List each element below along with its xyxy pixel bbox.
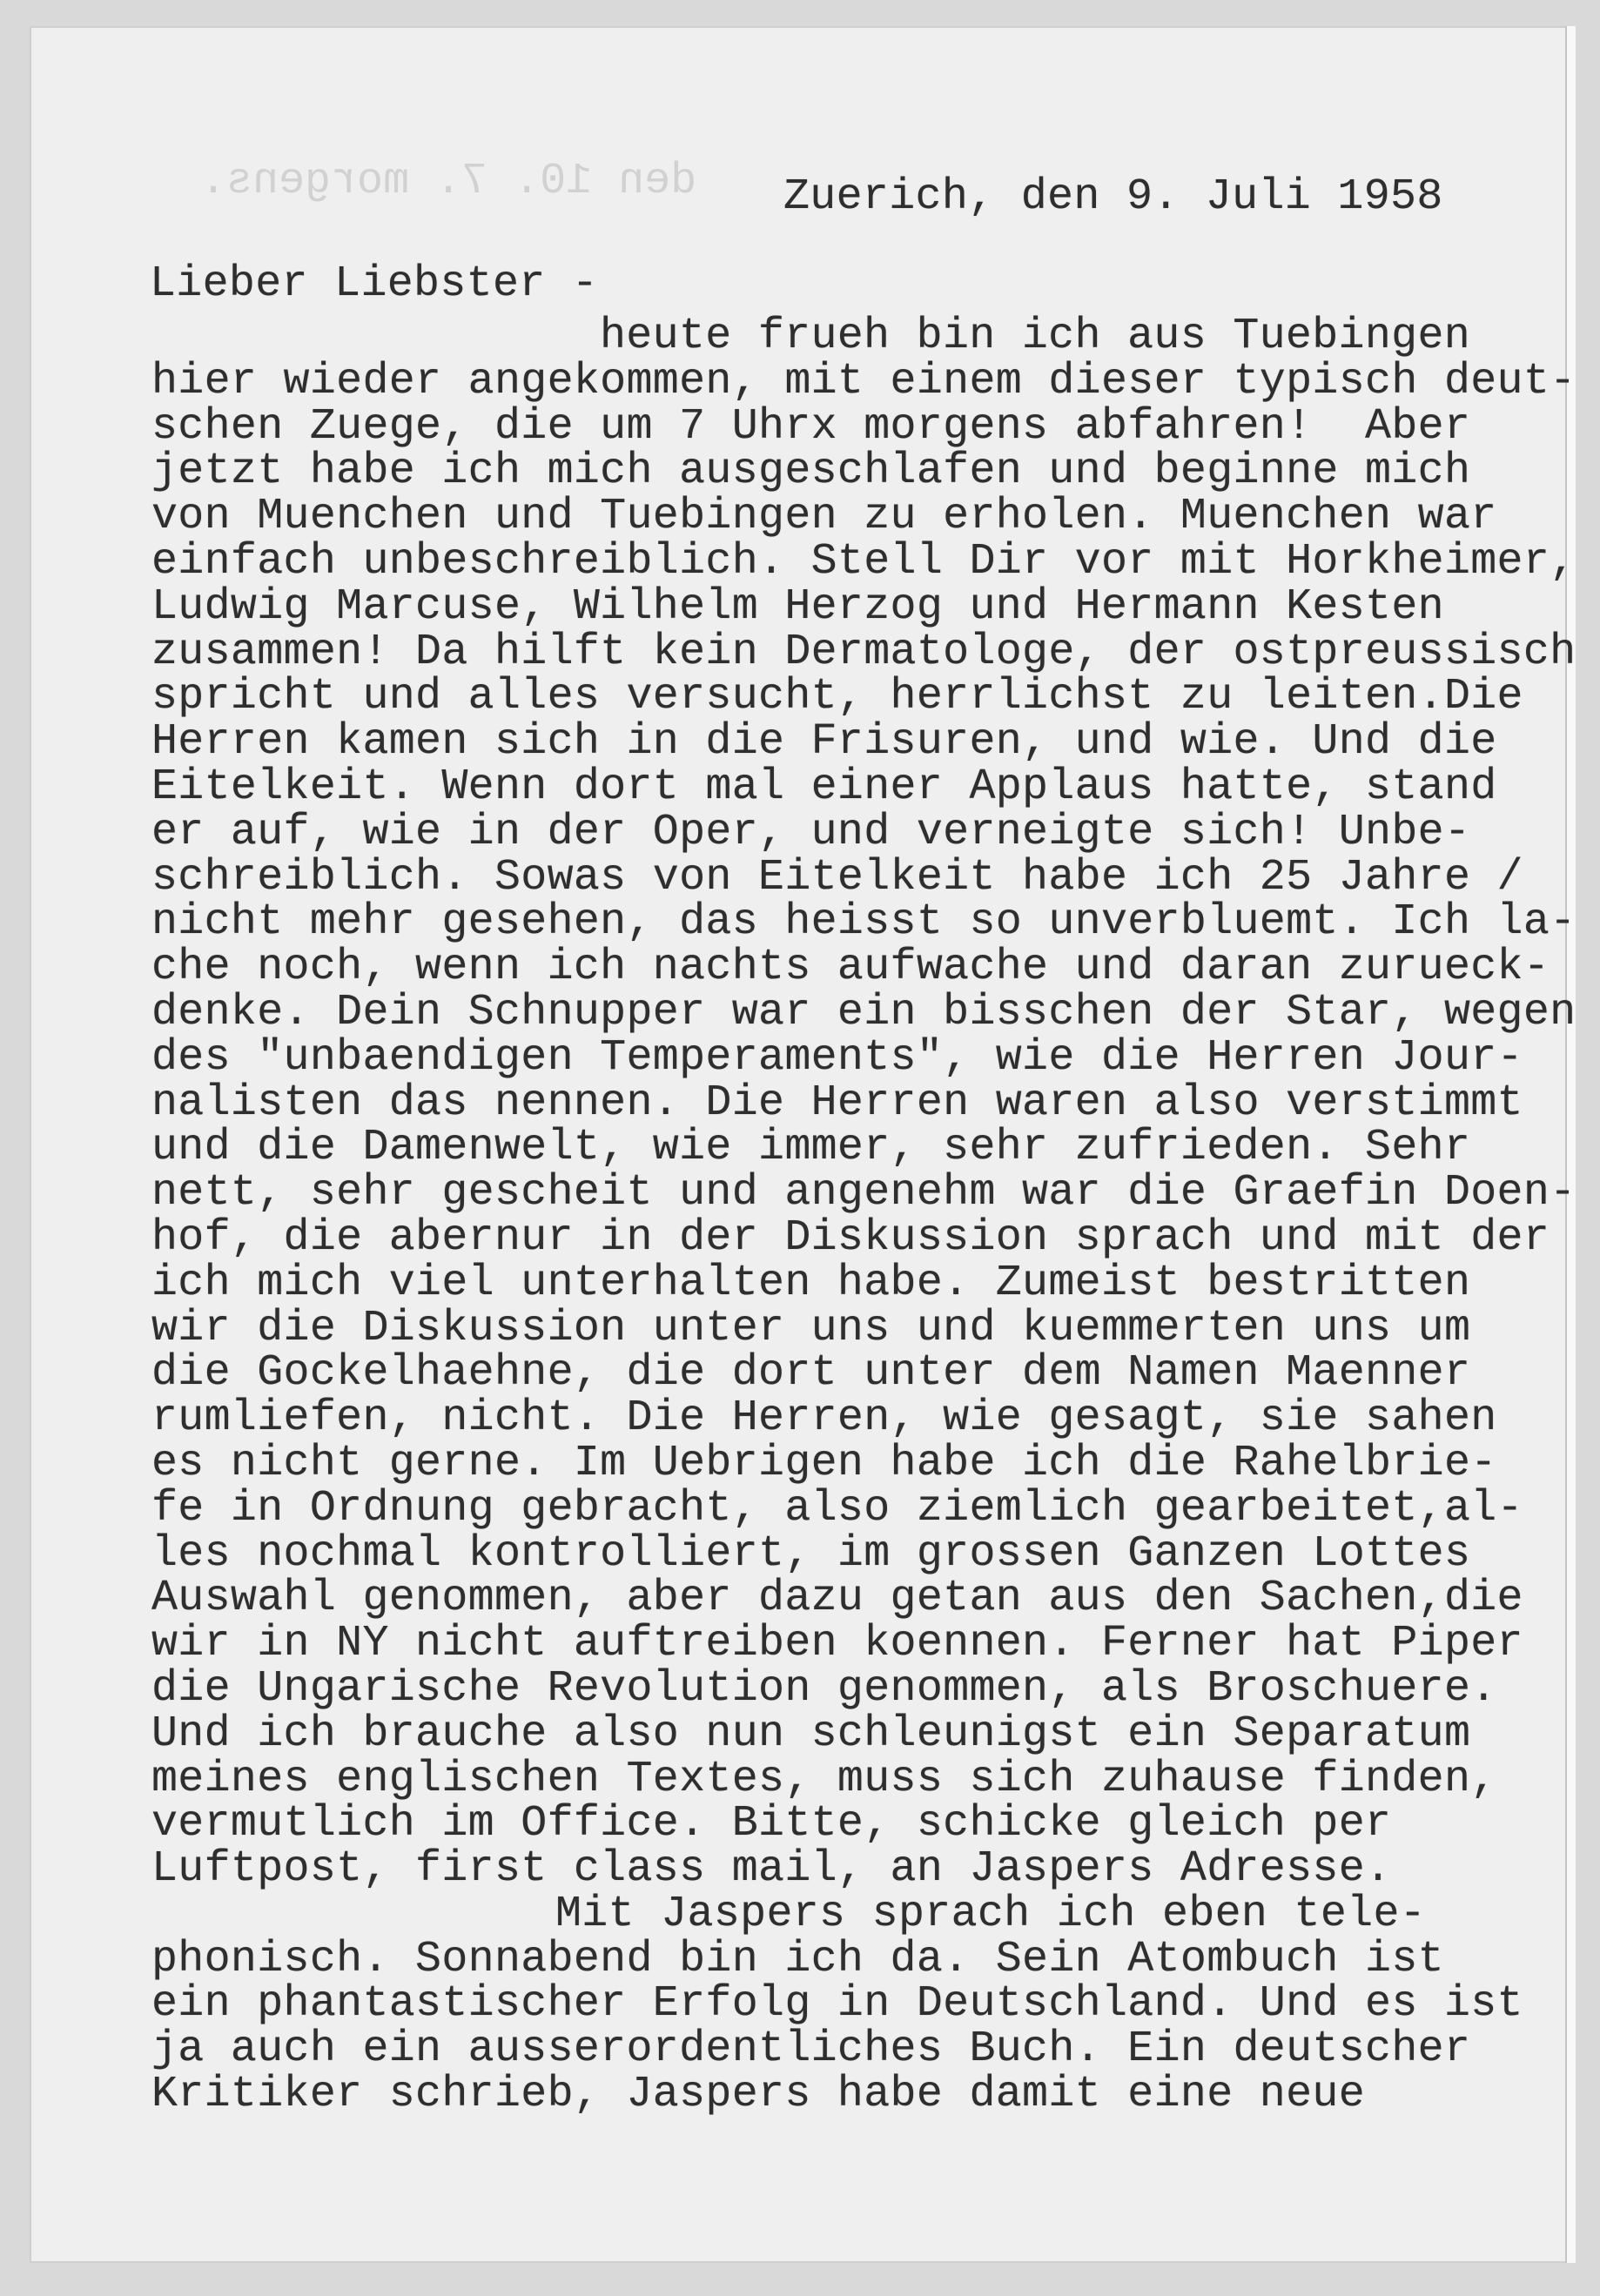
letter-line: Und ich brauche also nun schleunigst ein Separatum (151, 1709, 1471, 1759)
letter-line: schreiblich. Sowas von Eitelkeit habe ich 25 Jahre / (151, 852, 1523, 903)
letter-line: vermutlich im Office. Bitte, schicke gleich per (151, 1799, 1392, 1850)
letter-line: ja auch ein ausserordentliches Buch. Ein deutscher (151, 2024, 1471, 2075)
letter-line: ich mich viel unterhalten habe. Zumeist bestritten (151, 1258, 1471, 1308)
letter-line: von Muenchen und Tuebingen zu erholen. Muenchen war (151, 492, 1497, 542)
letter-line: denke. Dein Schnupper war ein bisschen der Star, wegen (151, 987, 1576, 1037)
letter-line: schen Zuege, die um 7 Uhrx morgens abfahren! Aber (151, 401, 1471, 452)
letter-line: einfach unbeschreiblich. Stell Dir vor mit Horkheimer, (151, 536, 1576, 587)
letter-line: wir die Diskussion unter uns und kuemmerten uns um (151, 1303, 1471, 1353)
letter-line: und die Damenwelt, wie immer, sehr zufrieden. Sehr (151, 1123, 1471, 1173)
letter-line: heute frueh bin ich aus Tuebingen (600, 312, 1471, 361)
letter-salutation: Lieber Liebster - (150, 259, 599, 309)
letter-line: nicht mehr gesehen, das heisst so unverbluemt. Ich la- (151, 897, 1576, 948)
letter-line: wir in NY nicht auftreiben koennen. Ferner hat Piper (151, 1619, 1523, 1669)
letter-line: ein phantastischer Erfolg in Deutschland. Und es ist (151, 1979, 1523, 2030)
letter-line: jetzt habe ich mich ausgeschlafen und beginne mich (151, 446, 1471, 497)
letter-line: Herren kamen sich in die Frisuren, und wie. Und die (151, 717, 1497, 768)
letter-line: meines englischen Textes, muss sich zuhause finden, (151, 1754, 1497, 1804)
letter-date: Zuerich, den 9. Juli 1958 (783, 172, 1443, 222)
letter-line: des "unbaendigen Temperaments", wie die Herren Jour- (151, 1032, 1523, 1083)
letter-line: die Gockelhaehne, die dort unter dem Namen Maenner (151, 1348, 1471, 1399)
letter-line: hof, die abernur in der Diskussion sprach und mit der (151, 1212, 1550, 1263)
letter-line: es nicht gerne. Im Uebrigen habe ich die Rahelbrie- (151, 1438, 1497, 1488)
letter-line: die Ungarische Revolution genommen, als Broschuere. (151, 1663, 1497, 1714)
letter-line: les nochmal kontrolliert, im grossen Ganzen Lottes (151, 1528, 1471, 1579)
letter-line: Mit Jaspers sprach ich eben tele- (555, 1889, 1427, 1939)
letter-line: rumliefen, nicht. Die Herren, wie gesagt, sie sahen (151, 1393, 1497, 1444)
letter-line: Ludwig Marcuse, Wilhelm Herzog und Hermann Kesten (151, 581, 1444, 632)
letter-line: nett, sehr gescheit und angenehm war die Graefin Doen- (151, 1168, 1576, 1218)
letter-line: che noch, wenn ich nachts aufwache und daran zurueck- (151, 943, 1550, 993)
letter-line: Kritiker schrieb, Jaspers habe damit eine neue (151, 2070, 1366, 2120)
letter-line: zusammen! Da hilft kein Dermatologe, der ostpreussisch (151, 627, 1576, 677)
letter-line: Eitelkeit. Wenn dort mal einer Applaus hatte, stand (151, 762, 1497, 812)
letter-line: spricht und alles versucht, herrlichst zu leiten.Die (151, 672, 1523, 722)
letter-line: phonisch. Sonnabend bin ich da. Sein Atombuch ist (151, 1934, 1444, 1984)
letter-line: hier wieder angekommen, mit einem dieser typisch deut- (151, 356, 1576, 406)
letter-body (151, 314, 1576, 2118)
bleed-through-text: den 10. 7. morgens. (200, 157, 697, 206)
letter-line: nalisten das nennen. Die Herren waren also verstimmt (151, 1078, 1523, 1128)
letter-line: Auswahl genommen, aber dazu getan aus den Sachen,die (151, 1574, 1523, 1624)
letter-line: er auf, wie in der Oper, und verneigte sich! Unbe- (151, 807, 1471, 857)
letter-line: fe in Ordnung gebracht, also ziemlich gearbeitet,al- (151, 1483, 1523, 1534)
letter-line: Luftpost, first class mail, an Jaspers Adresse. (151, 1844, 1392, 1895)
